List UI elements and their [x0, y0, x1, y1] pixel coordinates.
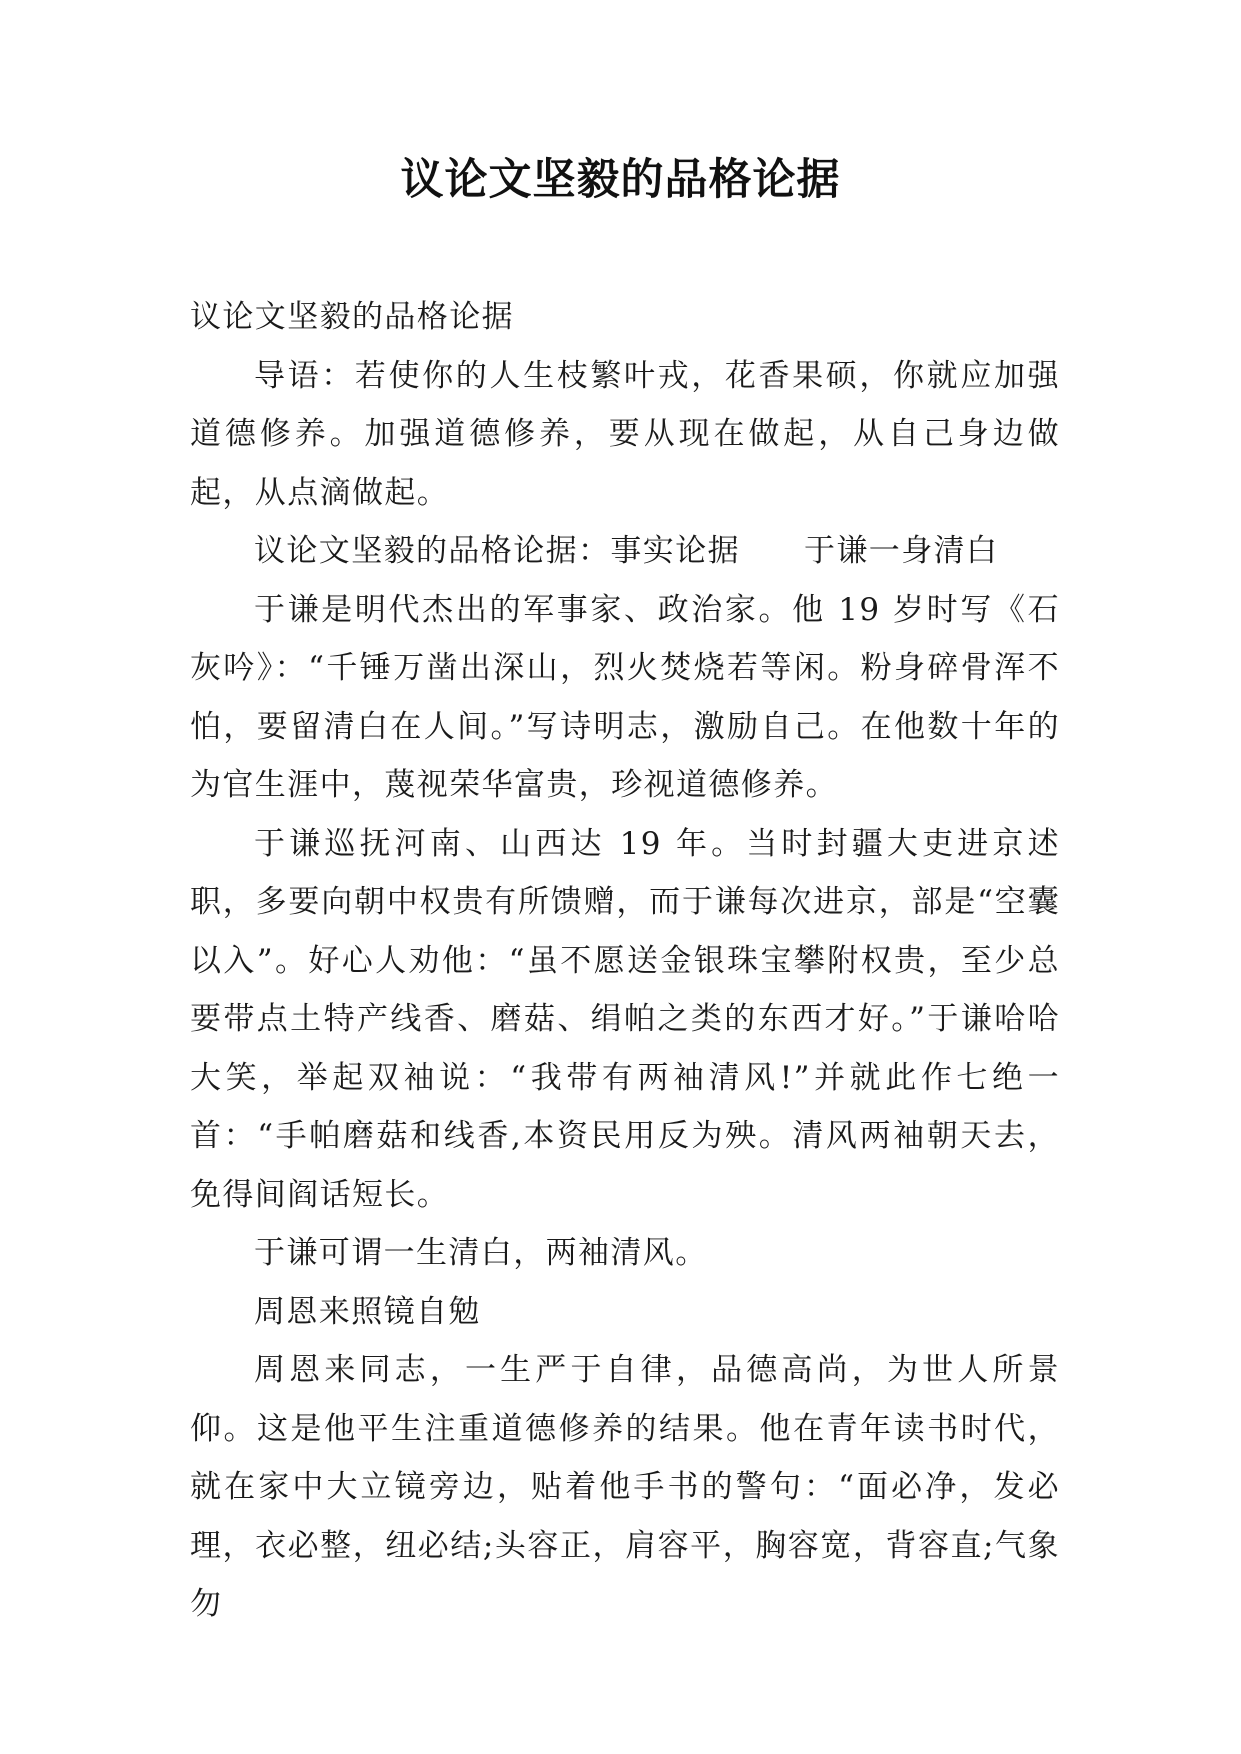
- document-body: [190, 288, 1060, 1634]
- section-heading: [190, 522, 1060, 581]
- paragraph-yuqian-intro: 于谦是明代杰出的军事家、政治家。他 19 岁时写《石灰吟》：“千锤万凿出深山，烈火焚烧若等闲。粉身碎骨浑不怕，要留清白在人间。”写诗明志，激励自己。在他数十年的为官生涯中，蔑视荣华富贵，珍视道德修养。: [190, 591, 1060, 803]
- section-heading-topic: 于谦一身清白: [804, 533, 999, 569]
- section-heading-label: 议论文坚毅的品格论据：事实论据: [254, 533, 740, 569]
- paragraph-zhou-enlai: 周恩来同志，一生严于自律，品德高尚，为世人所景仰。这是他平生注重道德修养的结果。他在青年读书时代，就在家中大立镜旁边，贴着他手书的警句：“面必净，发必理，衣必整，纽必结;头容正，肩容平，胸容宽，背容直;气象勿: [190, 1352, 1060, 1622]
- paragraph-yuqian-story: 于谦巡抚河南、山西达 19 年。当时封疆大吏进京述职，多要向朝中权贵有所馈赠，而于谦每次进京，部是“空囊以入”。好心人劝他：“虽不愿送金银珠宝攀附权贵，至少总要带点土特产线香、磨菇、绢帕之类的东西才好。”于谦哈哈大笑，举起双袖说：“我带有两袖清风!”并就此作七绝一首：“手帕磨菇和线香,本资民用反为殃。清风两袖朝天去，免得间阎话短长。: [190, 825, 1060, 1213]
- paragraph-yuqian-summary: 于谦可谓一生清白，两袖清风。: [254, 1235, 708, 1271]
- paragraph-intro: 导语：若使你的人生枝繁叶戎，花香果硕，你就应加强道德修养。加强道德修养，要从现在做起，从自己身边做起，从点滴做起。: [190, 357, 1060, 511]
- document-subtitle: 议论文坚毅的品格论据: [190, 299, 514, 335]
- document-title: 议论文坚毅的品格论据: [400, 155, 841, 205]
- subheading-zhou-enlai: 周恩来照镜自勉: [254, 1293, 481, 1330]
